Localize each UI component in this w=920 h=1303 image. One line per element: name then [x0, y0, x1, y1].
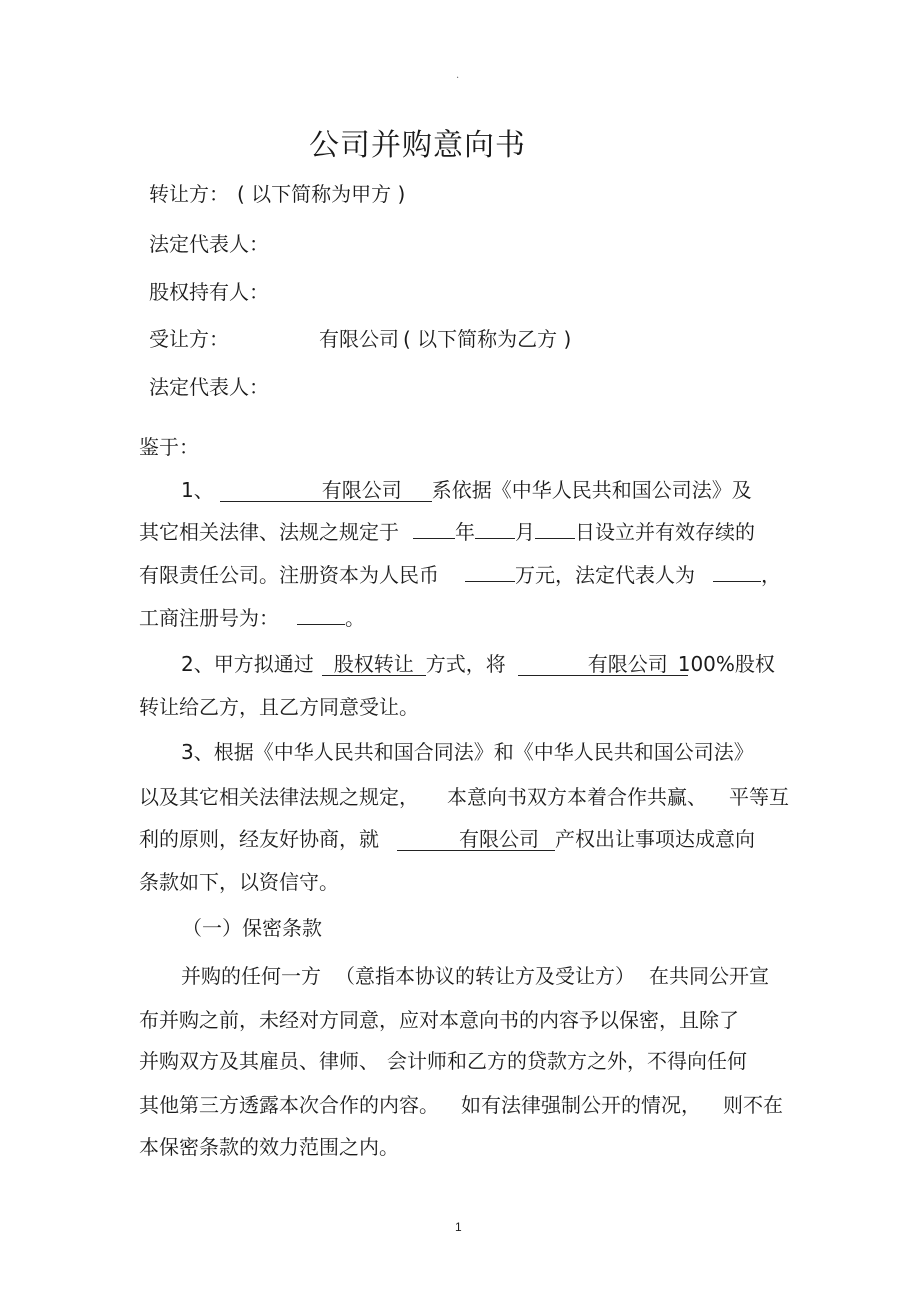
clause2-company-field — [518, 653, 688, 676]
transferor-label: 转让方： — [149, 182, 229, 206]
clause3-line-4 — [139, 868, 339, 896]
year-blank — [413, 518, 455, 539]
clause3-text-c1: 利的原则，经友好协商，就 — [139, 827, 379, 851]
legal-rep-blank — [713, 561, 761, 582]
legal-rep-line-2 — [149, 373, 269, 401]
clause1-company: 有限公司 — [321, 478, 402, 502]
clause3-text-b2: 本意向书双方本着合作共赢、 — [447, 785, 707, 809]
clause2-text-a: 甲方拟通过 — [213, 652, 314, 676]
clause2-text-c: 股权 — [734, 652, 775, 676]
reg-number-blank — [297, 604, 345, 625]
header-dot: . — [456, 70, 460, 81]
clause1-company-field — [220, 479, 432, 502]
month-blank — [475, 518, 515, 539]
document-title: 公司并购意向书 — [309, 128, 526, 163]
transferee-label: 受让方： — [149, 327, 229, 351]
clause1-month: 月 — [515, 520, 535, 544]
clause2-text-b: 方式，将 — [425, 652, 506, 676]
clause3-line-2 — [139, 783, 789, 811]
section1-p1-b: （意指本协议的转让方及受让方） — [335, 964, 635, 988]
clause3-number: 3、 — [181, 740, 214, 764]
clause1-period: 。 — [345, 606, 365, 630]
clause1-number: 1、 — [181, 478, 214, 502]
clause1-wan: 万元，法定代表人为 — [515, 563, 695, 587]
whereas-heading — [139, 433, 199, 461]
transferee-company: 有限公司 — [319, 327, 399, 351]
clause3-line-1 — [181, 738, 754, 766]
section1-p4-b: 如有法律强制公开的情况， — [461, 1093, 701, 1117]
clause1-line-1 — [181, 476, 752, 504]
transferor-line — [149, 180, 405, 208]
transferee-line — [149, 325, 571, 353]
clause3-line-3 — [139, 825, 755, 853]
section1-line-4 — [139, 1091, 783, 1119]
shareholder-label: 股权持有人： — [149, 280, 269, 304]
clause3-text-a: 根据《中华人民共和国合同法》和《中华人民共和国公司法》 — [213, 740, 754, 764]
capital-blank — [465, 561, 515, 582]
clause1-text-c: 有限责任公司。注册资本为人民币 — [139, 563, 439, 587]
section1-p2: 布并购之前，未经对方同意，应对本意向书的内容予以保密，且除了 — [139, 1008, 739, 1032]
clause3-text-c2: 产权出让事项达成意向 — [555, 827, 755, 851]
clause1-line-2 — [139, 518, 755, 546]
section1-p3-a: 并购双方及其雇员、律师、 — [139, 1049, 379, 1073]
clause3-company: 有限公司 — [459, 827, 539, 851]
shareholder-line — [149, 278, 269, 306]
section1-p4-a: 其他第三方透露本次合作的内容。 — [139, 1093, 439, 1117]
clause2-number: 2、 — [181, 652, 214, 676]
clause1-text-a: 系依据《中华人民共和国公司法》及 — [431, 478, 752, 502]
clause3-text-b1: 以及其它相关法律法规之规定， — [139, 785, 419, 809]
clause2-text-d: 转让给乙方，且乙方同意受让。 — [139, 695, 419, 719]
clause1-year: 年 — [455, 520, 475, 544]
day-blank — [535, 518, 575, 539]
section1-heading-text: （一）保密条款 — [182, 916, 322, 940]
clause1-day: 日设立并有效存续的 — [575, 520, 755, 544]
section1-p5: 本保密条款的效力范围之内。 — [139, 1135, 399, 1159]
section1-line-1 — [181, 962, 769, 990]
whereas-label: 鉴于： — [139, 435, 199, 459]
clause3-text-d: 条款如下，以资信守。 — [139, 870, 339, 894]
clause1-text-d: 工商注册号为： — [139, 606, 279, 630]
section1-p4-c: 则不在 — [723, 1093, 783, 1117]
legal-rep-label-1: 法定代表人： — [149, 232, 269, 256]
transferor-note: ( 以下简称为甲方 ) — [237, 182, 406, 206]
section1-line-2 — [139, 1006, 739, 1034]
section1-heading — [182, 914, 322, 942]
section1-p3-b: 会计师和乙方的贷款方之外，不得向任何 — [387, 1049, 747, 1073]
clause2-method-field — [322, 653, 426, 676]
clause3-text-b3: 平等互 — [729, 785, 789, 809]
section1-p1-c: 在共同公开宣 — [649, 964, 769, 988]
legal-rep-label-2: 法定代表人： — [149, 375, 269, 399]
clause1-line-4 — [139, 604, 365, 632]
clause2-line-1 — [181, 650, 775, 678]
section1-p1-a: 并购的任何一方 — [181, 964, 321, 988]
clause2-company: 有限公司 — [587, 652, 668, 676]
page-number: 1 — [455, 1220, 462, 1234]
clause2-percent: 100% — [677, 652, 735, 676]
section1-line-3 — [139, 1047, 747, 1075]
clause3-company-field — [397, 828, 555, 851]
clause1-text-b: 其它相关法律、法规之规定于 — [139, 520, 399, 544]
clause2-line-2 — [139, 693, 419, 721]
clause2-method: 股权转让 — [333, 652, 414, 676]
transferee-note: ( 以下简称为乙方 ) — [403, 327, 572, 351]
clause1-line-3 — [139, 561, 781, 589]
section1-line-5 — [139, 1133, 399, 1161]
legal-rep-line-1 — [149, 230, 269, 258]
clause1-comma: ， — [761, 563, 781, 587]
